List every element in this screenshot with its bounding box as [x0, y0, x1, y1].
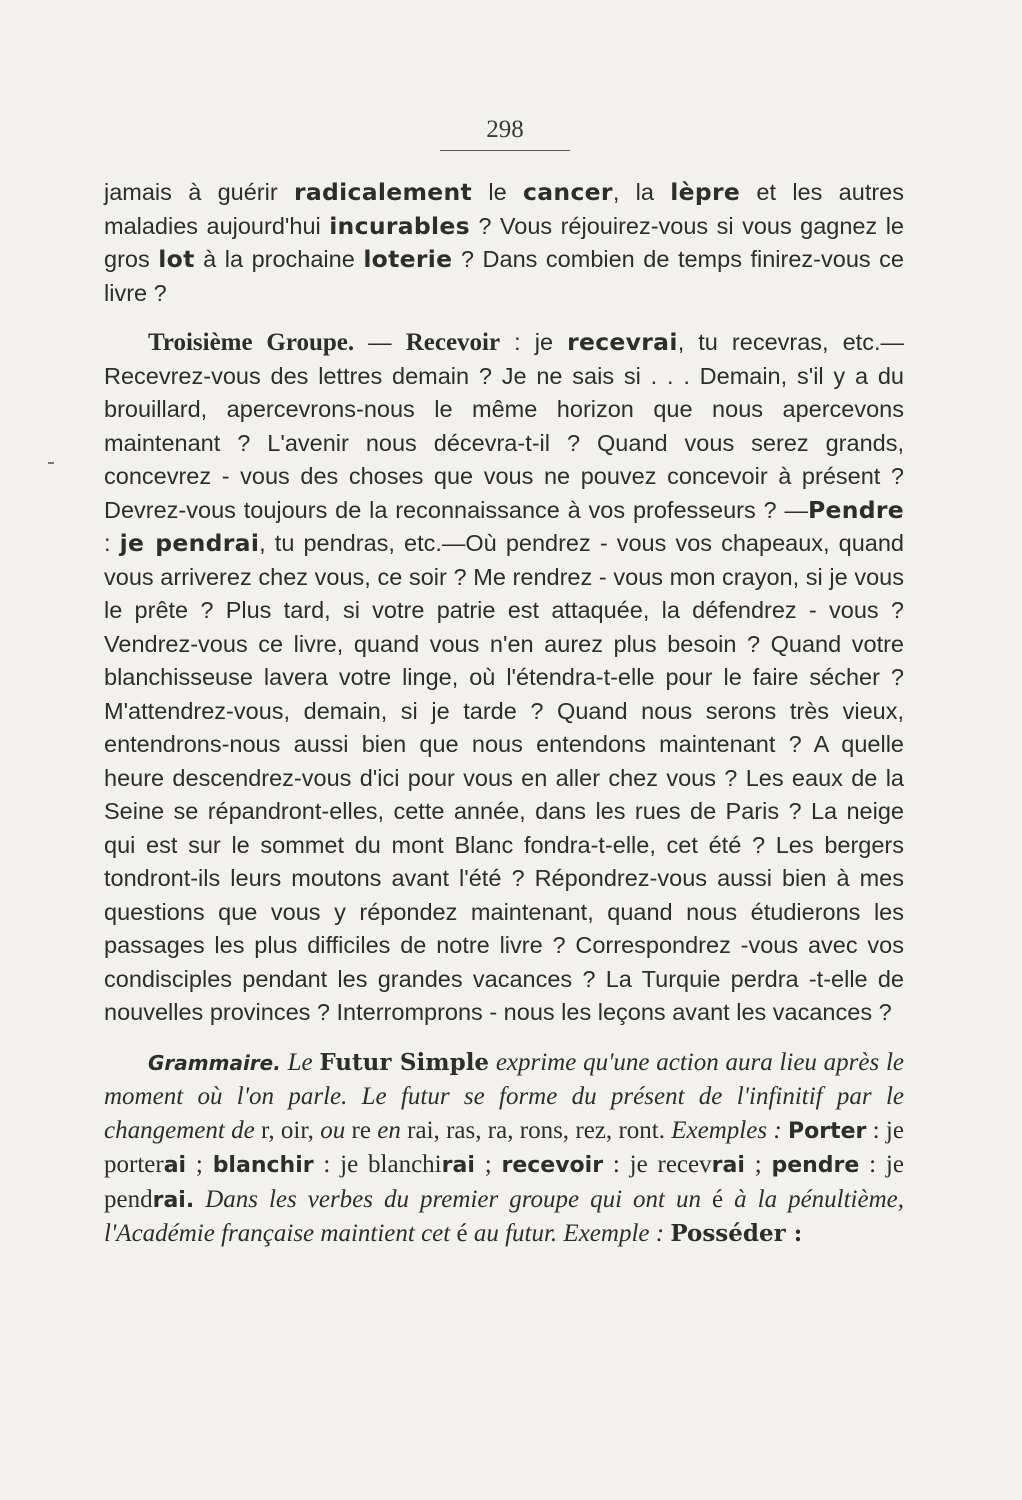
roman-run: : je pend: [104, 1151, 904, 1213]
roman-run: r, oir,: [261, 1116, 314, 1144]
roman-run: ;: [474, 1151, 502, 1178]
italic-run: Exemples :: [664, 1116, 788, 1144]
text-run: le: [472, 179, 524, 205]
bold-term: loterie: [363, 245, 453, 273]
bold-term: Recevoir: [405, 329, 501, 356]
margin-mark: [48, 462, 54, 464]
roman-run: rai, ras, ra, rons, rez, ront.: [407, 1116, 665, 1144]
bold-term: lot: [158, 245, 195, 273]
paragraph-troisieme-groupe: [104, 326, 904, 1030]
roman-run: : je recev: [603, 1151, 712, 1178]
italic-run: Le: [280, 1048, 320, 1076]
bold-term: blanchir: [212, 1153, 314, 1178]
section-heading: Grammaire.: [148, 1050, 281, 1075]
roman-run: ;: [744, 1151, 772, 1178]
bold-term: recevoir: [501, 1153, 604, 1178]
text-run: , tu pendras, etc.—Où pendrez - vous vos chapeaux, quand vous arriverez chez vous, ce soir ? Me rendrez - vous mon crayon, si je vous le prête ? Plus tard, si votre patrie est attaquée, la défendrez - vous ? Vendrez-vous ce livre, quand vous n'en aurez plus besoin ? Quand votre blanchisseuse lavera votre linge, où l'étendra-t-elle pour le faire sécher ? M'attendrez-vous, demain, si je tarde ? Quand nous serons très vieux, entendrons-nous aussi bien que nous entendons maintenant ? A quelle heure descendrez-vous d'ici pour vous en aller chez vous ? Les eaux de la Seine se répandront-elles, cette année, dans les rues de Paris ? La neige qui est sur le sommet du mont Blanc fondra-t-elle, cet été ? Les bergers tondront-ils leurs moutons avant l'été ? Répondrez-vous aussi bien à mes questions que vous y répondez maintenant, quand nous étudierons les passages les plus difficiles de notre livre ? Correspondrez -vous avec vos condisciples pendant les grandes vacances ? La Turquie perdra -t-elle de nouvelles provinces ? Interromprons - nous les leçons avant les vacances ?: [104, 530, 904, 1025]
bold-term: ai: [163, 1153, 187, 1178]
bold-term: rai: [711, 1153, 745, 1178]
bold-term: Posséder :: [670, 1220, 803, 1247]
roman-run: é: [712, 1185, 724, 1213]
bold-term: rai: [441, 1153, 475, 1178]
bold-term: incurables: [329, 211, 470, 240]
paragraph-grammaire: [104, 1046, 904, 1251]
text-run: et les autres maladies aujourd'hui: [104, 179, 904, 239]
roman-run: : je porter: [104, 1116, 904, 1178]
text-run: ? Dans combien de temps finirez-vous ce livre ?: [104, 246, 904, 306]
bold-term: Futur Simple: [319, 1048, 490, 1076]
roman-run: re: [351, 1116, 371, 1144]
bold-term: rai.: [152, 1187, 195, 1213]
roman-run: : je blanchi: [313, 1151, 442, 1178]
page-number-rule: [440, 150, 570, 151]
italic-run: Dans les verbes du premier groupe qui ont un: [194, 1185, 713, 1213]
italic-run: à la pénultième, l'Académie française maintient cet: [104, 1185, 904, 1247]
italic-run: exprime qu'une action aura lieu après le moment où l'on parle. Le futur se forme du présent de l'infinitif par le changement de: [104, 1048, 905, 1144]
paragraph-continuation: [104, 176, 904, 310]
bold-term: pendre: [771, 1153, 860, 1178]
bold-term: Pendre: [807, 495, 904, 524]
text-run: :: [104, 530, 120, 556]
italic-run: en: [370, 1116, 408, 1144]
page-number: 298: [486, 116, 524, 143]
text-run: ? Vous réjouirez-vous si vous gagnez le gros: [104, 212, 904, 272]
page-body: [104, 176, 904, 1251]
bold-term: Porter: [788, 1118, 867, 1144]
bold-term: recevrai: [567, 328, 678, 356]
bold-term: je pendrai: [119, 529, 260, 557]
section-heading: Troisième Groupe.: [148, 329, 355, 356]
bold-term: cancer: [523, 178, 613, 206]
text-run: , la: [612, 179, 671, 205]
italic-run: ou: [313, 1116, 352, 1144]
text-run: jamais à guérir: [104, 179, 294, 205]
text-run: —: [354, 329, 406, 355]
bold-term: radicalement: [294, 178, 473, 206]
italic-run: au futur. Exemple :: [467, 1220, 671, 1247]
roman-run: ;: [186, 1151, 213, 1178]
bold-term: lèpre: [670, 178, 741, 206]
text-run: à la prochaine: [194, 246, 364, 272]
text-run: : je: [500, 329, 568, 355]
text-run: , tu recevras, etc.—Recevrez-vous des lettres demain ? Je ne sais si . . . Demain, s'il y a du brouillard, apercevrons-nous le même horizon que nous apercevons maintenant ? L'avenir nous décevra-t-il ? Quand vous serez grands, concevrez - vous des choses que vous ne pouvez concevoir à présent ? Devrez-vous toujours de la reconnaissance à vos professeurs ? —: [104, 329, 904, 523]
roman-run: é: [456, 1220, 468, 1247]
